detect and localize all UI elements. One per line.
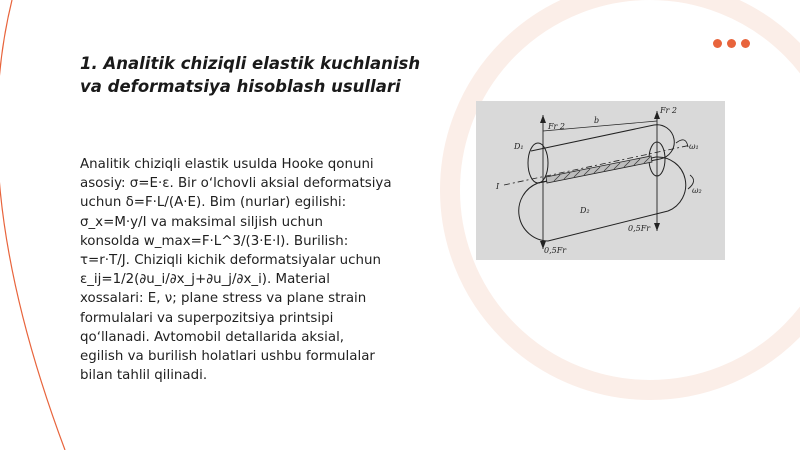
body-line: qoʻllanadi. Avtomobil detallarida aksial, xyxy=(80,329,345,345)
body-line: asosiy: σ=E·ε. Bir oʻlchovli aksial deformatsiya xyxy=(80,176,392,192)
decorative-dot xyxy=(727,39,736,48)
label-d2: D₂ xyxy=(580,206,590,215)
label-omega2: ω₂ xyxy=(692,186,702,195)
label-d1: D₁ xyxy=(514,142,524,151)
left-bearing-ellipse xyxy=(528,143,548,183)
roller-shaft-drawing xyxy=(476,101,725,260)
slide-title-line: 1. Analitik chiziqli elastik kuchlanish xyxy=(80,54,421,73)
label-force-left: 0,5Fr xyxy=(544,246,567,255)
label-fr-right: Fr 2 xyxy=(660,106,678,115)
body-line: formulalari va superpozitsiya printsipi xyxy=(80,310,334,326)
label-axis-mark: I xyxy=(496,182,500,191)
decorative-dots xyxy=(713,39,750,48)
slide-title-line: va deformatsiya hisoblash usullari xyxy=(80,77,401,96)
label-b: b xyxy=(594,116,600,125)
decorative-arc-line xyxy=(0,0,65,450)
body-line: uchun δ=F·L/(A·E). Bim (nurlar) egilishi: xyxy=(80,195,347,211)
body-line: Analitik chiziqli elastik usulda Hooke qonuni xyxy=(80,157,374,172)
shaft-hatched xyxy=(546,156,652,183)
body-line: bilan tahlil qilinadi. xyxy=(80,368,208,384)
label-force-right: 0,5Fr xyxy=(628,224,651,233)
body-line: σ_x=M·y/I va maksimal siljish uchun xyxy=(80,214,323,230)
body-line: konsolda w_max=F·L^3/(3·E·I). Burilish: xyxy=(80,233,349,249)
decorative-dot xyxy=(741,39,750,48)
slide-body-text xyxy=(80,155,440,385)
body-line: τ=r·T/J. Chiziqli kichik deformatsiyalar uchun xyxy=(80,253,381,269)
body-line: xossalari: E, ν; plane stress va plane strain xyxy=(80,291,367,307)
slide-title xyxy=(80,52,440,98)
roller-shaft-diagram xyxy=(476,101,725,260)
label-fr-left: Fr 2 xyxy=(548,122,566,131)
body-line: egilish va burilish holatlari ushbu formulalar xyxy=(80,349,375,365)
label-omega1: ω₁ xyxy=(689,142,699,151)
body-line: ε_ij=1/2(∂u_i/∂x_j+∂u_j/∂x_i). Material xyxy=(80,272,330,288)
decorative-dot xyxy=(713,39,722,48)
